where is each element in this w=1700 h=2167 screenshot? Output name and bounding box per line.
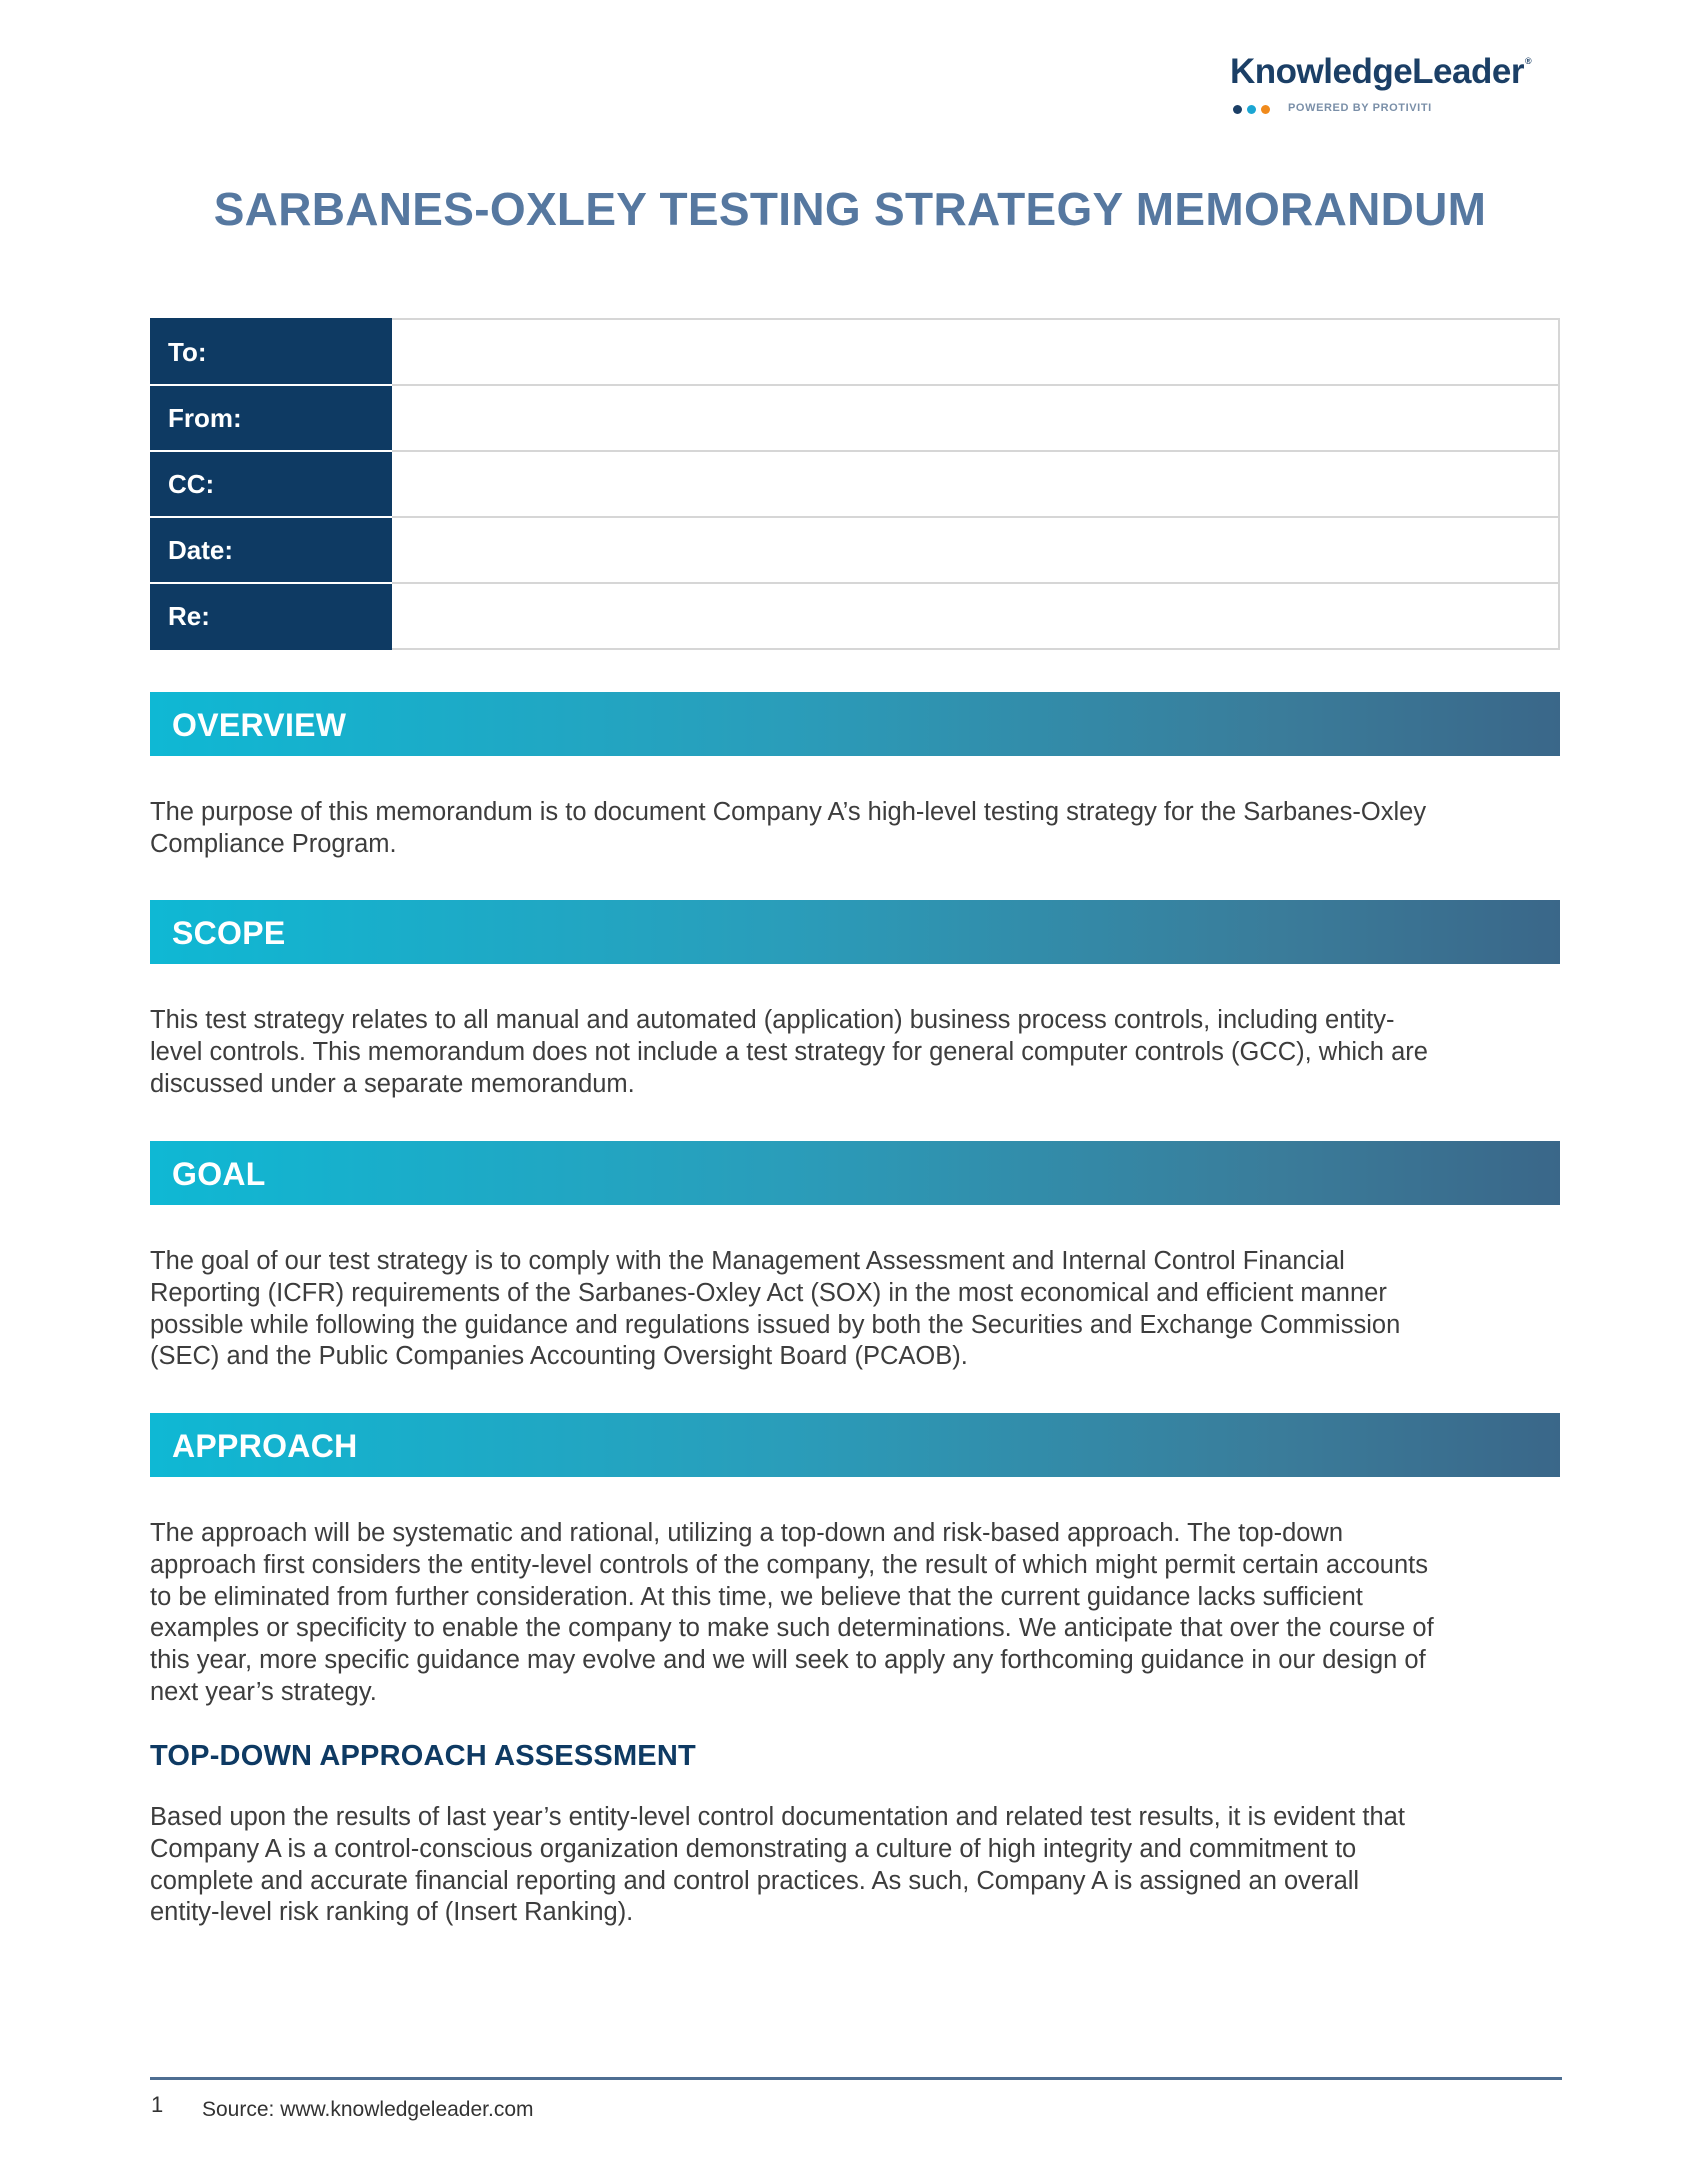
memo-header-table [150, 318, 1560, 650]
memo-label-from: From: [151, 385, 391, 451]
memo-label-cc: CC: [151, 451, 391, 517]
approach-line: to be eliminated from further consideration. At this time, we believe that the current guidance lacks sufficient [150, 1582, 1363, 1611]
scope-heading: SCOPE [172, 915, 286, 951]
scope-line: This test strategy relates to all manual and automated (application) business process controls, including entity- [150, 1006, 1395, 1034]
logo-dot-navy [1233, 105, 1242, 114]
goal-heading-band [150, 1141, 1560, 1205]
approach-line: examples or specificity to enable the company to make such determinations. We anticipate that over the course of [150, 1614, 1434, 1643]
approach-line: The approach will be systematic and rational, utilizing a top-down and risk-based approach. The top-down [150, 1519, 1344, 1547]
scope-paragraph [150, 1005, 1562, 1100]
overview-paragraph [150, 797, 1562, 861]
memo-row-re [151, 583, 1559, 649]
overview-line: Compliance Program. [150, 829, 397, 858]
approach-line: this year, more specific guidance may evolve and we will seek to apply any forthcoming guidance in our design of [150, 1646, 1426, 1675]
overview-line: The purpose of this memorandum is to document Company A’s high-level testing strategy for the Sarbanes-Oxley [150, 798, 1427, 826]
memo-value-cc[interactable] [391, 451, 1559, 517]
approach-heading: APPROACH [172, 1428, 358, 1464]
memo-label-date: Date: [151, 517, 391, 583]
memo-value-to[interactable] [391, 319, 1559, 385]
memo-value-from[interactable] [391, 385, 1559, 451]
memo-value-re[interactable] [391, 583, 1559, 649]
scope-heading-band [150, 900, 1560, 964]
top-down-paragraph [150, 1802, 1562, 1929]
footer-divider [150, 2077, 1562, 2080]
goal-heading: GOAL [172, 1156, 266, 1192]
approach-line: next year’s strategy. [150, 1677, 377, 1706]
approach-heading-band [150, 1413, 1560, 1477]
page-number: 1 [151, 2092, 164, 2117]
goal-line: possible while following the guidance and regulations issued by both the Securities and Exchange Commission [150, 1310, 1401, 1339]
approach-line: approach first considers the entity-level controls of the company, the result of which might permit certain accounts [150, 1550, 1428, 1579]
overview-heading: OVERVIEW [172, 707, 347, 743]
scope-line: discussed under a separate memorandum. [150, 1069, 635, 1098]
logo-dot-orange [1261, 105, 1270, 114]
memo-value-date[interactable] [391, 517, 1559, 583]
memo-row-to [151, 319, 1559, 385]
top-down-line: entity-level risk ranking of (Insert Ranking). [150, 1898, 634, 1927]
page-title: SARBANES-OXLEY TESTING STRATEGY MEMORANDUM [213, 183, 1487, 235]
logo-dot-blue [1247, 105, 1256, 114]
logo-subline [1230, 102, 1570, 116]
memo-row-from [151, 385, 1559, 451]
top-down-line: Based upon the results of last year’s entity-level control documentation and related test results, it is evident that [150, 1803, 1405, 1831]
footer-source: Source: www.knowledgeleader.com [202, 2098, 534, 2121]
top-down-line: complete and accurate financial reporting and control practices. As such, Company A is assigned an overall [150, 1866, 1360, 1895]
memo-label-to: To: [151, 319, 391, 385]
goal-line: Reporting (ICFR) requirements of the Sarbanes-Oxley Act (SOX) in the most economical and efficient manner [150, 1278, 1387, 1307]
top-down-subheading: TOP-DOWN APPROACH ASSESSMENT [150, 1740, 696, 1772]
goal-paragraph [150, 1246, 1562, 1373]
logo-wordmark: KnowledgeLeader® [1230, 52, 1532, 91]
overview-heading-band [150, 692, 1560, 756]
approach-paragraph [150, 1518, 1562, 1709]
goal-line: The goal of our test strategy is to comply with the Management Assessment and Internal Control Financial [150, 1247, 1345, 1275]
goal-line: (SEC) and the Public Companies Accounting Oversight Board (PCAOB). [150, 1342, 968, 1371]
knowledgeleader-logo [1230, 52, 1570, 116]
top-down-line: Company A is a control-conscious organization demonstrating a culture of high integrity and commitment to [150, 1834, 1357, 1863]
memo-row-cc [151, 451, 1559, 517]
memo-row-date [151, 517, 1559, 583]
logo-tagline: POWERED BY PROTIVITI [1288, 102, 1432, 114]
scope-line: level controls. This memorandum does not include a test strategy for general computer controls (GCC), which are [150, 1037, 1428, 1066]
memo-label-re: Re: [151, 583, 391, 649]
